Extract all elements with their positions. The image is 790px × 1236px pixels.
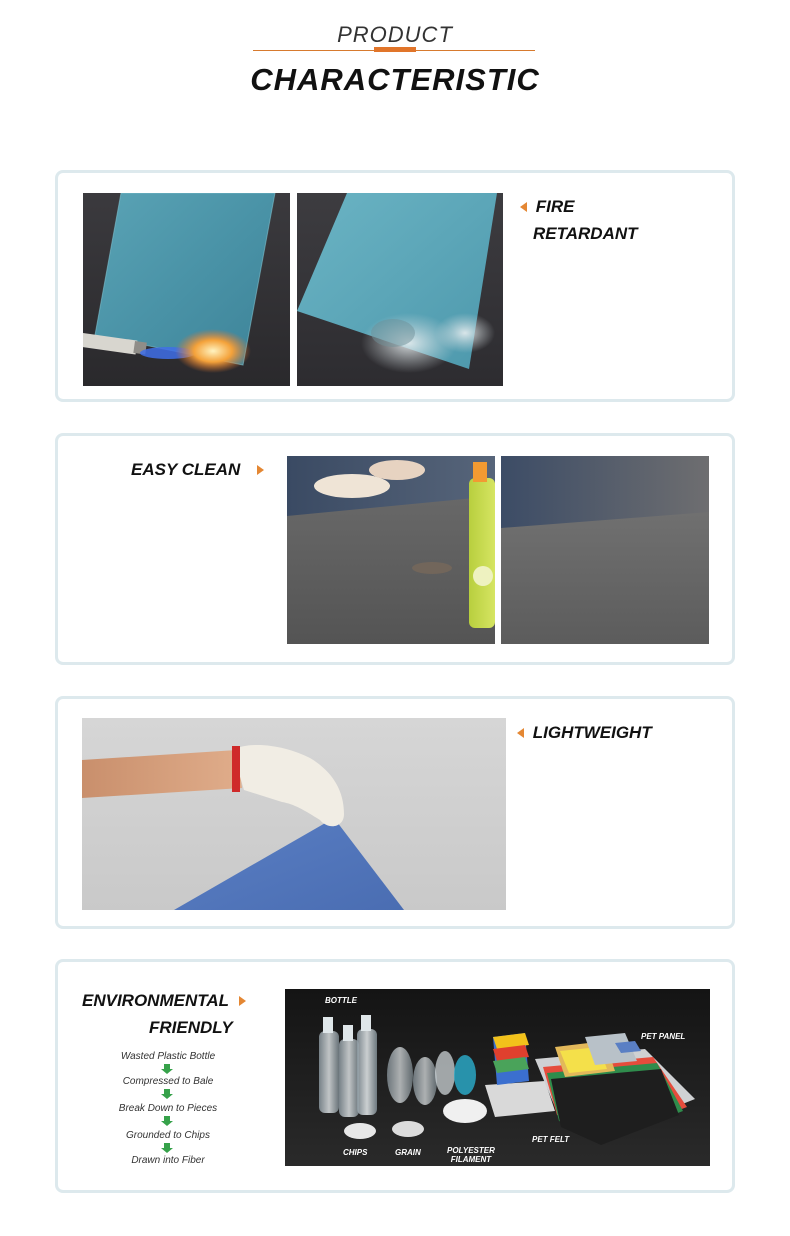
- process-step: Grounded to Chips: [126, 1130, 210, 1141]
- header-title: CHARACTERISTIC: [250, 62, 540, 97]
- arrow-right-icon: [239, 996, 246, 1006]
- feature-label-easy-clean: EASY CLEAN: [131, 456, 264, 483]
- arrow-right-icon: [257, 465, 264, 475]
- process-step: Break Down to Pieces: [118, 1103, 218, 1114]
- fire-test-photo-2: [297, 193, 503, 386]
- fire-test-photo-1: [83, 193, 290, 386]
- caption-pet-felt: PET FELT: [532, 1135, 570, 1144]
- section-header: [0, 0, 790, 110]
- feature-card-easy-clean: [55, 433, 735, 665]
- easy-clean-photo-1: [287, 456, 495, 644]
- process-step: Wasted Plastic Bottle: [120, 1051, 216, 1062]
- feature-label-environmental-friendly: ENVIRONMENTAL FRIENDLY: [82, 987, 262, 1041]
- feature-card-lightweight: [55, 696, 735, 929]
- header-subtitle: PRODUCT: [337, 22, 453, 47]
- arrow-left-icon: [517, 728, 524, 738]
- feature-card-fire-retardant: [55, 170, 735, 402]
- caption-pet-panel: PET PANEL: [641, 1032, 686, 1041]
- feature-card-environmental-friendly: [55, 959, 735, 1193]
- easy-clean-photo-2: [501, 456, 709, 644]
- recycling-process-steps: [104, 1050, 232, 1167]
- feature-label-lightweight: LIGHTWEIGHT: [517, 719, 652, 746]
- recycling-materials-photo: [285, 989, 710, 1166]
- down-arrow-icon: [104, 1142, 232, 1154]
- process-step: Drawn into Fiber: [131, 1155, 205, 1166]
- process-step: Compressed to Bale: [122, 1076, 214, 1087]
- arrow-left-icon: [520, 202, 527, 212]
- lightweight-photo: [82, 718, 506, 910]
- caption-bottle: BOTTLE: [325, 996, 357, 1005]
- down-arrow-icon: [104, 1063, 232, 1075]
- caption-chips: CHIPS: [343, 1148, 368, 1157]
- header-divider-accent: [374, 47, 416, 52]
- down-arrow-icon: [104, 1115, 232, 1129]
- down-arrow-icon: [104, 1088, 232, 1102]
- caption-grain: GRAIN: [395, 1148, 421, 1157]
- caption-polyester-filament: POLYESTER FILAMENT: [447, 1146, 495, 1164]
- feature-label-fire-retardant: FIRE RETARDANT: [520, 193, 638, 247]
